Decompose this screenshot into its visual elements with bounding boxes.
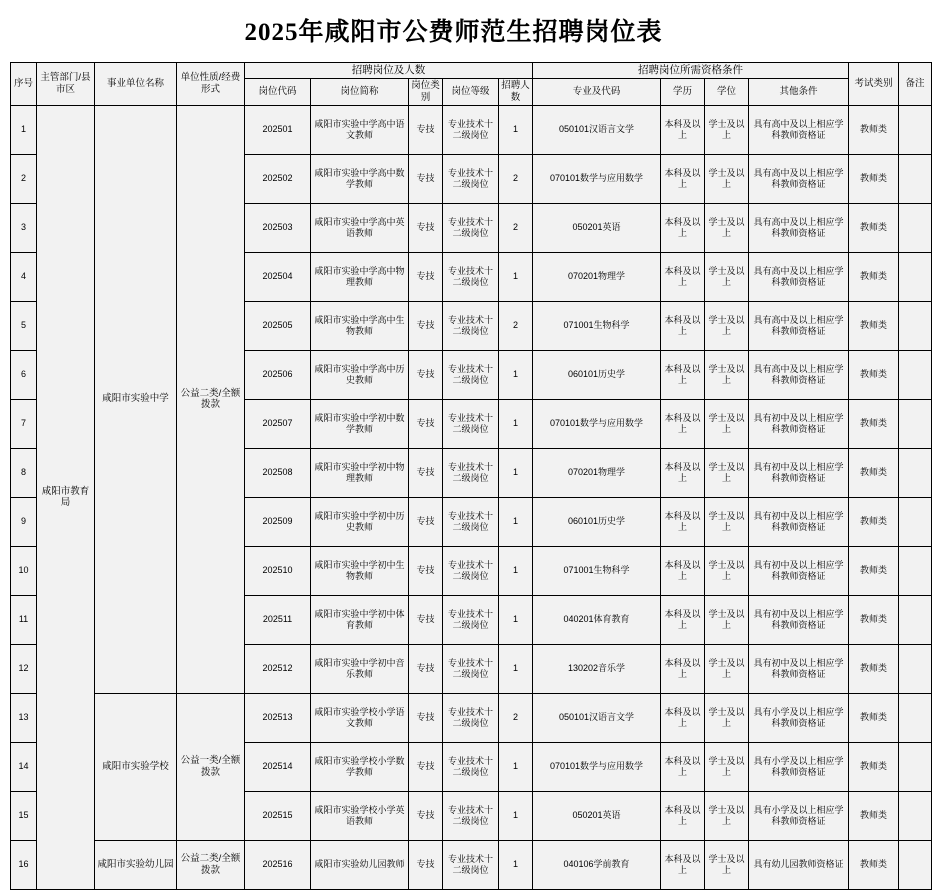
table-row — [11, 840, 932, 889]
cell-edu: 本科及以上 — [661, 105, 705, 154]
cell-edu: 本科及以上 — [661, 301, 705, 350]
cell-edu: 本科及以上 — [661, 644, 705, 693]
cell-count: 1 — [499, 448, 533, 497]
cell-unit: 咸阳市实验中学 — [95, 105, 177, 693]
cell-degree: 学士及以上 — [705, 203, 749, 252]
cell-code: 202513 — [245, 693, 311, 742]
cell-edu: 本科及以上 — [661, 693, 705, 742]
table-header-row-1 — [11, 63, 932, 79]
cell-name: 咸阳市实验中学初中音乐教师 — [311, 644, 409, 693]
cell-name: 咸阳市实验中学初中数学教师 — [311, 399, 409, 448]
recruitment-table — [10, 62, 932, 890]
cell-count: 1 — [499, 399, 533, 448]
cell-code: 202510 — [245, 546, 311, 595]
cell-count: 2 — [499, 154, 533, 203]
cell-major: 050201英语 — [533, 203, 661, 252]
cell-code: 202508 — [245, 448, 311, 497]
cell-count: 1 — [499, 252, 533, 301]
page-title: 2025年咸阳市公费师范生招聘岗位表 — [244, 19, 663, 46]
cell-unit: 咸阳市实验幼儿园 — [95, 840, 177, 889]
cell-major: 070101数学与应用数学 — [533, 742, 661, 791]
cell-count: 1 — [499, 840, 533, 889]
cell-nature: 公益一类/全额拨款 — [177, 693, 245, 840]
cell-degree: 学士及以上 — [705, 105, 749, 154]
cell-count: 1 — [499, 350, 533, 399]
cell-seq: 2 — [11, 154, 37, 203]
cell-major: 040201体育教育 — [533, 595, 661, 644]
cell-level: 专业技术十二级岗位 — [443, 448, 499, 497]
cell-edu: 本科及以上 — [661, 595, 705, 644]
cell-code: 202511 — [245, 595, 311, 644]
cell-type: 专技 — [409, 546, 443, 595]
header-degree: 学位 — [705, 79, 749, 106]
cell-seq: 3 — [11, 203, 37, 252]
cell-level: 专业技术十二级岗位 — [443, 791, 499, 840]
cell-exam: 教师类 — [849, 791, 899, 840]
cell-name: 咸阳市实验中学初中体育教师 — [311, 595, 409, 644]
cell-remark — [899, 595, 932, 644]
cell-major: 050101汉语言文学 — [533, 693, 661, 742]
cell-dept: 咸阳市教育局 — [37, 105, 95, 889]
header-unit: 事业单位名称 — [95, 63, 177, 106]
cell-level: 专业技术十二级岗位 — [443, 350, 499, 399]
cell-degree: 学士及以上 — [705, 448, 749, 497]
cell-level: 专业技术十二级岗位 — [443, 693, 499, 742]
cell-count: 1 — [499, 595, 533, 644]
cell-edu: 本科及以上 — [661, 546, 705, 595]
cell-level: 专业技术十二级岗位 — [443, 595, 499, 644]
header-seq: 序号 — [11, 63, 37, 106]
cell-type: 专技 — [409, 350, 443, 399]
header-remark: 备注 — [899, 63, 932, 106]
cell-degree: 学士及以上 — [705, 497, 749, 546]
cell-seq: 11 — [11, 595, 37, 644]
cell-level: 专业技术十二级岗位 — [443, 301, 499, 350]
table-body — [11, 105, 932, 889]
cell-major: 070101数学与应用数学 — [533, 154, 661, 203]
cell-seq: 5 — [11, 301, 37, 350]
cell-count: 2 — [499, 693, 533, 742]
cell-other: 具有初中及以上相应学科教师资格证 — [749, 595, 849, 644]
cell-other: 具有高中及以上相应学科教师资格证 — [749, 252, 849, 301]
header-edu: 学历 — [661, 79, 705, 106]
cell-level: 专业技术十二级岗位 — [443, 252, 499, 301]
cell-level: 专业技术十二级岗位 — [443, 105, 499, 154]
cell-code: 202514 — [245, 742, 311, 791]
cell-exam: 教师类 — [849, 399, 899, 448]
cell-other: 具有小学及以上相应学科教师资格证 — [749, 742, 849, 791]
header-nature: 单位性质/经费形式 — [177, 63, 245, 106]
cell-edu: 本科及以上 — [661, 252, 705, 301]
cell-seq: 4 — [11, 252, 37, 301]
cell-degree: 学士及以上 — [705, 154, 749, 203]
cell-seq: 8 — [11, 448, 37, 497]
cell-major: 070201物理学 — [533, 448, 661, 497]
cell-remark — [899, 693, 932, 742]
cell-other: 具有高中及以上相应学科教师资格证 — [749, 350, 849, 399]
cell-remark — [899, 105, 932, 154]
cell-degree: 学士及以上 — [705, 840, 749, 889]
cell-name: 咸阳市实验中学高中物理教师 — [311, 252, 409, 301]
cell-exam: 教师类 — [849, 105, 899, 154]
cell-major: 070201物理学 — [533, 252, 661, 301]
cell-seq: 15 — [11, 791, 37, 840]
cell-type: 专技 — [409, 203, 443, 252]
cell-remark — [899, 350, 932, 399]
table-head — [11, 63, 932, 106]
cell-remark — [899, 546, 932, 595]
cell-major: 050201英语 — [533, 791, 661, 840]
cell-major: 071001生物科学 — [533, 301, 661, 350]
cell-exam: 教师类 — [849, 154, 899, 203]
cell-degree: 学士及以上 — [705, 595, 749, 644]
cell-exam: 教师类 — [849, 350, 899, 399]
cell-code: 202516 — [245, 840, 311, 889]
cell-exam: 教师类 — [849, 301, 899, 350]
cell-type: 专技 — [409, 840, 443, 889]
cell-edu: 本科及以上 — [661, 497, 705, 546]
cell-edu: 本科及以上 — [661, 448, 705, 497]
cell-type: 专技 — [409, 742, 443, 791]
cell-degree: 学士及以上 — [705, 742, 749, 791]
cell-degree: 学士及以上 — [705, 301, 749, 350]
cell-major: 050101汉语言文学 — [533, 105, 661, 154]
header-type: 岗位类别 — [409, 79, 443, 106]
header-count: 招聘人数 — [499, 79, 533, 106]
cell-code: 202503 — [245, 203, 311, 252]
header-group-requirements: 招聘岗位所需资格条件 — [533, 63, 849, 79]
cell-exam: 教师类 — [849, 546, 899, 595]
header-dept: 主管部门/县市区 — [37, 63, 95, 106]
cell-exam: 教师类 — [849, 840, 899, 889]
cell-other: 具有幼儿园教师资格证 — [749, 840, 849, 889]
cell-edu: 本科及以上 — [661, 840, 705, 889]
cell-level: 专业技术十二级岗位 — [443, 840, 499, 889]
cell-name: 咸阳市实验中学高中历史教师 — [311, 350, 409, 399]
cell-name: 咸阳市实验中学高中数学教师 — [311, 154, 409, 203]
cell-name: 咸阳市实验幼儿园教师 — [311, 840, 409, 889]
cell-other: 具有高中及以上相应学科教师资格证 — [749, 154, 849, 203]
cell-code: 202509 — [245, 497, 311, 546]
cell-type: 专技 — [409, 301, 443, 350]
cell-name: 咸阳市实验学校小学语文教师 — [311, 693, 409, 742]
cell-major: 060101历史学 — [533, 497, 661, 546]
cell-type: 专技 — [409, 791, 443, 840]
cell-level: 专业技术十二级岗位 — [443, 742, 499, 791]
cell-name: 咸阳市实验中学初中历史教师 — [311, 497, 409, 546]
cell-remark — [899, 742, 932, 791]
cell-remark — [899, 252, 932, 301]
cell-edu: 本科及以上 — [661, 350, 705, 399]
cell-major: 071001生物科学 — [533, 546, 661, 595]
cell-level: 专业技术十二级岗位 — [443, 644, 499, 693]
cell-seq: 14 — [11, 742, 37, 791]
cell-type: 专技 — [409, 105, 443, 154]
cell-other: 具有初中及以上相应学科教师资格证 — [749, 644, 849, 693]
cell-other: 具有小学及以上相应学科教师资格证 — [749, 693, 849, 742]
header-level: 岗位等级 — [443, 79, 499, 106]
cell-degree: 学士及以上 — [705, 693, 749, 742]
cell-major: 040106学前教育 — [533, 840, 661, 889]
cell-type: 专技 — [409, 399, 443, 448]
cell-degree: 学士及以上 — [705, 399, 749, 448]
cell-count: 1 — [499, 105, 533, 154]
cell-seq: 9 — [11, 497, 37, 546]
cell-other: 具有高中及以上相应学科教师资格证 — [749, 105, 849, 154]
cell-degree: 学士及以上 — [705, 546, 749, 595]
cell-exam: 教师类 — [849, 693, 899, 742]
header-name: 岗位简称 — [311, 79, 409, 106]
cell-level: 专业技术十二级岗位 — [443, 497, 499, 546]
cell-exam: 教师类 — [849, 742, 899, 791]
cell-level: 专业技术十二级岗位 — [443, 154, 499, 203]
cell-other: 具有高中及以上相应学科教师资格证 — [749, 301, 849, 350]
cell-exam: 教师类 — [849, 448, 899, 497]
cell-exam: 教师类 — [849, 595, 899, 644]
cell-type: 专技 — [409, 154, 443, 203]
cell-other: 具有初中及以上相应学科教师资格证 — [749, 497, 849, 546]
cell-edu: 本科及以上 — [661, 203, 705, 252]
cell-edu: 本科及以上 — [661, 742, 705, 791]
cell-type: 专技 — [409, 595, 443, 644]
header-exam: 考试类别 — [849, 63, 899, 106]
cell-type: 专技 — [409, 644, 443, 693]
header-major: 专业及代码 — [533, 79, 661, 106]
cell-other: 具有小学及以上相应学科教师资格证 — [749, 791, 849, 840]
cell-code: 202504 — [245, 252, 311, 301]
cell-code: 202501 — [245, 105, 311, 154]
cell-name: 咸阳市实验中学高中生物教师 — [311, 301, 409, 350]
cell-seq: 7 — [11, 399, 37, 448]
cell-count: 1 — [499, 742, 533, 791]
cell-other: 具有高中及以上相应学科教师资格证 — [749, 203, 849, 252]
cell-exam: 教师类 — [849, 497, 899, 546]
cell-degree: 学士及以上 — [705, 350, 749, 399]
cell-other: 具有初中及以上相应学科教师资格证 — [749, 399, 849, 448]
cell-code: 202502 — [245, 154, 311, 203]
header-other: 其他条件 — [749, 79, 849, 106]
cell-seq: 1 — [11, 105, 37, 154]
cell-degree: 学士及以上 — [705, 252, 749, 301]
cell-remark — [899, 301, 932, 350]
cell-level: 专业技术十二级岗位 — [443, 399, 499, 448]
table-row — [11, 105, 932, 154]
cell-count: 1 — [499, 644, 533, 693]
cell-code: 202515 — [245, 791, 311, 840]
cell-remark — [899, 644, 932, 693]
cell-level: 专业技术十二级岗位 — [443, 203, 499, 252]
cell-exam: 教师类 — [849, 252, 899, 301]
cell-remark — [899, 791, 932, 840]
cell-seq: 10 — [11, 546, 37, 595]
cell-code: 202505 — [245, 301, 311, 350]
cell-name: 咸阳市实验学校小学数学教师 — [311, 742, 409, 791]
cell-level: 专业技术十二级岗位 — [443, 546, 499, 595]
cell-seq: 6 — [11, 350, 37, 399]
cell-nature: 公益二类/全额拨款 — [177, 105, 245, 693]
cell-remark — [899, 497, 932, 546]
cell-degree: 学士及以上 — [705, 791, 749, 840]
cell-type: 专技 — [409, 448, 443, 497]
cell-nature: 公益二类/全额拨款 — [177, 840, 245, 889]
cell-count: 2 — [499, 203, 533, 252]
cell-remark — [899, 840, 932, 889]
cell-remark — [899, 399, 932, 448]
cell-count: 1 — [499, 546, 533, 595]
header-group-recruit-positions: 招聘岗位及人数 — [245, 63, 533, 79]
cell-other: 具有初中及以上相应学科教师资格证 — [749, 546, 849, 595]
cell-unit: 咸阳市实验学校 — [95, 693, 177, 840]
cell-major: 130202音乐学 — [533, 644, 661, 693]
cell-exam: 教师类 — [849, 203, 899, 252]
table-row — [11, 693, 932, 742]
cell-seq: 12 — [11, 644, 37, 693]
cell-remark — [899, 154, 932, 203]
cell-count: 1 — [499, 497, 533, 546]
cell-edu: 本科及以上 — [661, 399, 705, 448]
cell-name: 咸阳市实验中学初中物理教师 — [311, 448, 409, 497]
cell-major: 060101历史学 — [533, 350, 661, 399]
cell-code: 202507 — [245, 399, 311, 448]
cell-seq: 16 — [11, 840, 37, 889]
cell-exam: 教师类 — [849, 644, 899, 693]
cell-name: 咸阳市实验中学高中英语教师 — [311, 203, 409, 252]
cell-seq: 13 — [11, 693, 37, 742]
cell-edu: 本科及以上 — [661, 154, 705, 203]
cell-type: 专技 — [409, 252, 443, 301]
cell-code: 202512 — [245, 644, 311, 693]
cell-name: 咸阳市实验中学初中生物教师 — [311, 546, 409, 595]
cell-remark — [899, 203, 932, 252]
cell-remark — [899, 448, 932, 497]
cell-name: 咸阳市实验中学高中语文教师 — [311, 105, 409, 154]
cell-count: 2 — [499, 301, 533, 350]
cell-other: 具有初中及以上相应学科教师资格证 — [749, 448, 849, 497]
cell-edu: 本科及以上 — [661, 791, 705, 840]
header-code: 岗位代码 — [245, 79, 311, 106]
cell-major: 070101数学与应用数学 — [533, 399, 661, 448]
cell-count: 1 — [499, 791, 533, 840]
cell-type: 专技 — [409, 497, 443, 546]
cell-degree: 学士及以上 — [705, 644, 749, 693]
cell-type: 专技 — [409, 693, 443, 742]
cell-code: 202506 — [245, 350, 311, 399]
cell-name: 咸阳市实验学校小学英语教师 — [311, 791, 409, 840]
